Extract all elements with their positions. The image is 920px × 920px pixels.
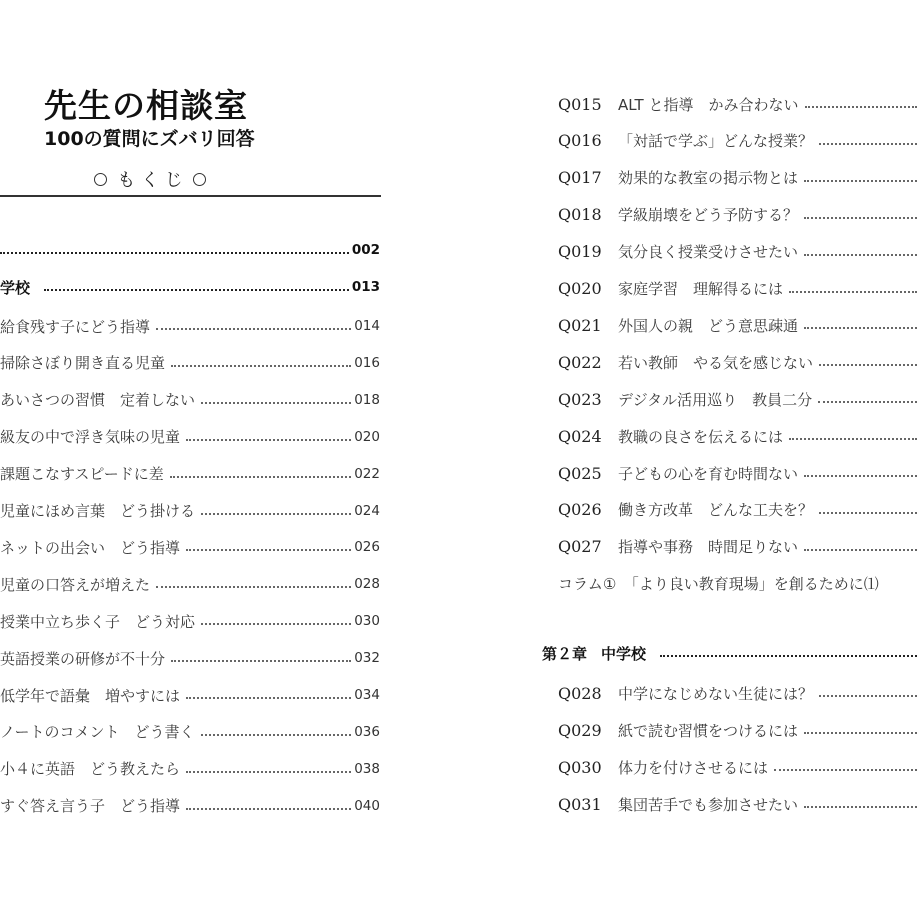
- question-code: Q022: [558, 352, 602, 372]
- toc-question-title: 働き方改革 どんな工夫を？: [618, 501, 814, 520]
- toc-question-title: 指導や事務 時間足りない: [618, 538, 799, 557]
- leader-dots: [186, 549, 351, 551]
- title-divider: [0, 195, 381, 197]
- toc-page-number: 014: [354, 318, 380, 334]
- toc-page-number: 024: [354, 502, 380, 519]
- chapter-title: 学校: [0, 278, 31, 297]
- toc-row[interactable]: [558, 128, 920, 154]
- toc-page-number: 040: [354, 797, 380, 814]
- toc-row[interactable]: [0, 350, 380, 376]
- question-code: Q025: [558, 463, 602, 483]
- toc-row[interactable]: [558, 423, 920, 449]
- leader-dots: [186, 697, 351, 699]
- toc-question-title: 低学年で語彙 増やすには: [0, 686, 181, 705]
- toc-question-title: ALT と指導 かみ合わない: [618, 95, 799, 114]
- leader-dots: [789, 291, 917, 293]
- question-code: Q029: [558, 720, 602, 740]
- leader-dots: [804, 327, 917, 329]
- question-code: Q015: [558, 94, 602, 114]
- toc-row[interactable]: [0, 498, 380, 524]
- toc-question-title: 課題こなすスピードに差: [0, 465, 164, 484]
- toc-row[interactable]: [0, 682, 380, 708]
- question-code: Q017: [558, 168, 602, 188]
- leader-dots: [804, 475, 917, 477]
- leader-dots: [819, 512, 917, 514]
- leader-dots: [201, 402, 351, 404]
- toc-row[interactable]: [558, 791, 920, 817]
- toc-question-title: 給食残す子にどう指導: [0, 317, 151, 336]
- toc-row[interactable]: [558, 534, 920, 560]
- question-code: Q026: [558, 500, 602, 520]
- leader-dots: [818, 401, 917, 403]
- leader-dots: [804, 549, 917, 551]
- leader-dots: [804, 180, 917, 182]
- toc-question-title: 掃除さぼり開き直る児童: [0, 354, 166, 373]
- leader-dots: [0, 252, 349, 254]
- toc-page-number: 020: [354, 428, 380, 445]
- toc-row[interactable]: [0, 793, 380, 819]
- leader-dots: [774, 769, 917, 771]
- toc-row[interactable]: [558, 460, 920, 486]
- question-code: Q024: [558, 426, 602, 446]
- toc-row[interactable]: [558, 497, 920, 523]
- toc-page-number: 036: [354, 723, 380, 740]
- toc-chapter-row[interactable]: [542, 640, 920, 666]
- toc-question-title: 教職の良さを伝えるには: [618, 427, 784, 446]
- toc-question-title: ネットの出会い どう指導: [0, 538, 181, 557]
- toc-page-number: 028: [354, 576, 380, 593]
- toc-question-title: 児童にほめ言葉 どう掛ける: [0, 502, 196, 520]
- leader-dots: [186, 439, 351, 441]
- question-code: Q021: [558, 315, 602, 335]
- toc-row[interactable]: [558, 91, 920, 117]
- leader-dots: [819, 695, 917, 697]
- toc-question-title: 集団苦手でも参加させたい: [618, 795, 799, 814]
- leader-dots: [789, 438, 917, 440]
- toc-row[interactable]: [0, 608, 380, 634]
- question-code: Q016: [558, 131, 602, 151]
- toc-question-title: すぐ答え言う子 どう指導: [0, 797, 181, 816]
- toc-page-number: 026: [354, 539, 380, 556]
- leader-dots: [819, 143, 917, 145]
- leader-dots: [805, 106, 918, 108]
- toc-row-intro[interactable]: [0, 237, 380, 263]
- column-title: コラム① 「より良い教育現場」を創るために⑴: [558, 574, 879, 593]
- leader-dots: [44, 289, 349, 291]
- mokuji-heading: [0, 166, 300, 192]
- leader-dots: [186, 808, 351, 810]
- leader-dots: [804, 732, 917, 734]
- toc-page-number: 038: [354, 760, 380, 777]
- leader-dots: [819, 364, 917, 366]
- leader-dots: [201, 623, 351, 625]
- leader-dots: [171, 660, 351, 662]
- question-code: Q020: [558, 279, 602, 298]
- toc-row[interactable]: [0, 387, 380, 413]
- toc-row[interactable]: [0, 313, 380, 339]
- toc-question-title: 気分良く授業受けさせたい: [618, 243, 799, 262]
- leader-dots: [660, 655, 917, 657]
- leader-dots: [804, 806, 917, 808]
- toc-question-title: 効果的な教室の掲示物とは: [618, 169, 799, 188]
- question-code: Q028: [558, 683, 602, 703]
- question-code: Q027: [558, 537, 602, 557]
- toc-page-number: 030: [354, 613, 380, 630]
- toc-row[interactable]: [558, 680, 920, 706]
- question-code: Q031: [558, 794, 602, 814]
- leader-dots: [170, 476, 351, 478]
- leader-dots: [804, 217, 917, 219]
- toc-row[interactable]: [0, 461, 380, 487]
- toc-row[interactable]: [558, 386, 920, 412]
- toc-row[interactable]: [558, 312, 920, 338]
- toc-question-title: 若い教師 やる気を感じない: [618, 353, 814, 372]
- circle-ornament-icon: [94, 173, 107, 186]
- toc-page-number: 018: [354, 391, 380, 408]
- toc-row[interactable]: [558, 754, 920, 780]
- circle-ornament-icon: [193, 173, 206, 186]
- leader-dots: [171, 365, 351, 367]
- toc-page-number: 002: [351, 242, 380, 258]
- toc-row[interactable]: [558, 717, 920, 743]
- chapter-title: 中学校: [601, 644, 647, 663]
- toc-question-title: 小４に英語 どう教えたら: [0, 760, 181, 779]
- leader-dots: [156, 586, 351, 588]
- toc-row[interactable]: [0, 719, 380, 745]
- toc-row[interactable]: [0, 645, 380, 671]
- toc-question-title: 家庭学習 理解得るには: [618, 280, 784, 298]
- toc-page-number: 034: [354, 687, 380, 703]
- toc-question-title: あいさつの習慣 定着しない: [0, 391, 196, 410]
- toc-question-title: 「対話で学ぶ」どんな授業？: [618, 132, 814, 151]
- page-title: 先生の相談室: [44, 86, 248, 125]
- toc-page-number: 013: [351, 279, 380, 295]
- toc-row[interactable]: [0, 534, 380, 560]
- toc-question-title: 学級崩壊をどう予防する？: [618, 206, 799, 225]
- toc-row[interactable]: [558, 349, 920, 375]
- toc-column-row[interactable]: [558, 570, 920, 596]
- question-code: Q018: [558, 205, 602, 225]
- toc-question-title: 体力を付けさせるには: [618, 758, 769, 777]
- leader-dots: [201, 734, 352, 736]
- toc-row[interactable]: [558, 202, 920, 228]
- toc-row[interactable]: [0, 756, 380, 782]
- toc-question-title: 英語授業の研修が不十分: [0, 649, 166, 668]
- leader-dots: [186, 771, 351, 773]
- chapter-number: 第２章: [542, 644, 588, 663]
- leader-dots: [156, 328, 351, 330]
- toc-question-title: 授業中立ち歩く子 どう対応: [0, 612, 196, 631]
- toc-row[interactable]: [0, 571, 380, 597]
- toc-page-number: 032: [354, 650, 380, 667]
- toc-question-title: 級友の中で浮き気味の児童: [0, 428, 181, 447]
- toc-question-title: 中学になじめない生徒には？: [618, 684, 814, 703]
- toc-question-title: 児童の口答えが増えた: [0, 575, 151, 594]
- toc-page-number: 016: [354, 354, 380, 371]
- leader-dots: [804, 254, 917, 256]
- toc-row[interactable]: [558, 276, 920, 302]
- toc-row[interactable]: [0, 424, 380, 450]
- toc-page-number: 022: [354, 465, 380, 482]
- question-code: Q023: [558, 389, 602, 409]
- toc-row[interactable]: [558, 165, 920, 191]
- mokuji-label: も く じ: [117, 170, 183, 191]
- toc-chapter-row[interactable]: [0, 274, 380, 300]
- chapter-label: [542, 643, 646, 664]
- question-code: Q019: [558, 242, 602, 262]
- question-code: Q030: [558, 757, 602, 777]
- toc-question-title: 紙で読む習慣をつけるには: [618, 721, 799, 740]
- toc-row[interactable]: [558, 239, 920, 265]
- page-subtitle: 100の質問にズバリ回答: [44, 128, 255, 150]
- leader-dots: [201, 513, 351, 515]
- toc-question-title: 外国人の親 どう意思疎通: [618, 316, 799, 335]
- toc-question-title: 子どもの心を育む時間ない: [618, 464, 799, 483]
- toc-question-title: デジタル活用巡り 教員二分: [618, 390, 813, 409]
- toc-question-title: ノートのコメント どう書く: [0, 723, 195, 742]
